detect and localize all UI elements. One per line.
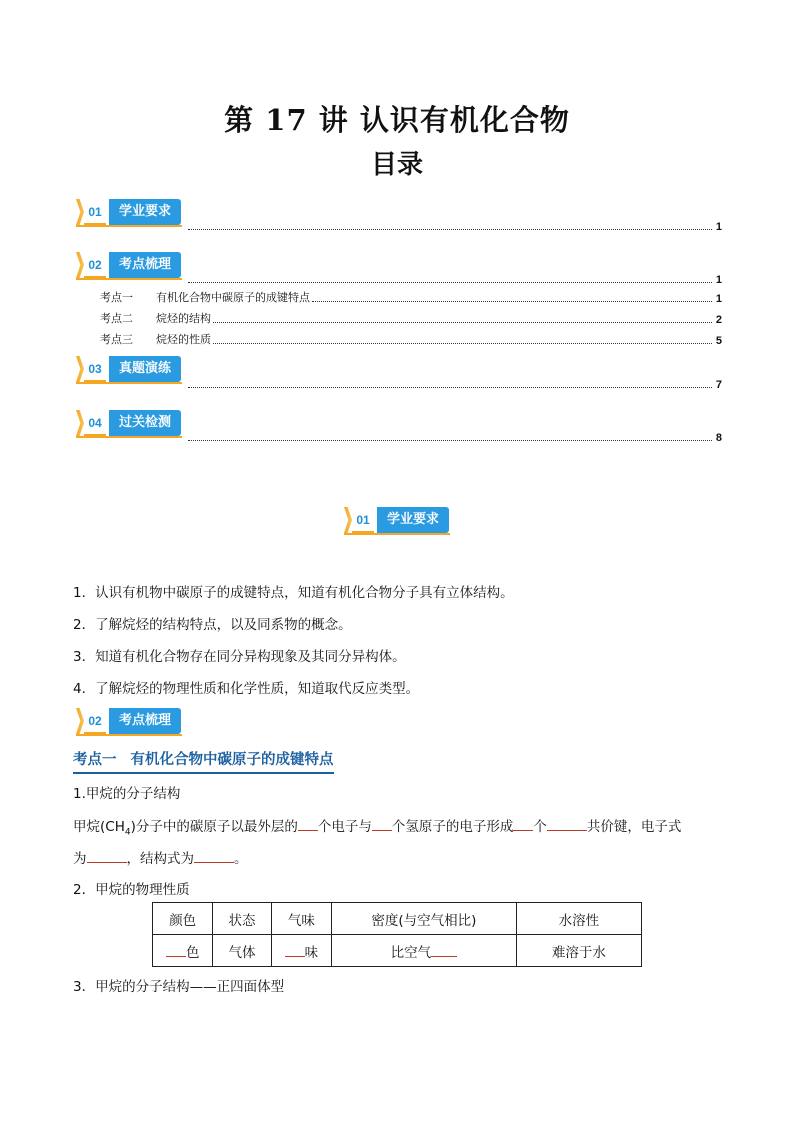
table-cell: 味 xyxy=(271,935,331,967)
answer-blank[interactable] xyxy=(194,848,234,863)
toc-entry[interactable] xyxy=(186,377,722,391)
subsection-title: 1.甲烷的分子结构 xyxy=(73,786,181,802)
table-header-row xyxy=(153,903,642,935)
answer-blank[interactable] xyxy=(87,848,127,863)
toc-page-number: 1 xyxy=(715,293,722,305)
chevron-icon xyxy=(344,507,352,533)
section-number: 01 xyxy=(84,201,106,225)
toc-sub-entry[interactable] xyxy=(100,291,722,305)
answer-blank[interactable] xyxy=(547,816,587,831)
requirement-item: 3．知道有机化合物存在同分异构现象及其同分异构体。 xyxy=(73,649,406,665)
chevron-icon xyxy=(76,410,84,436)
toc-entry[interactable] xyxy=(186,219,722,233)
badge-underline xyxy=(76,734,182,736)
toc-leader xyxy=(188,229,712,230)
table-cell: 气体 xyxy=(213,935,271,967)
answer-blank[interactable] xyxy=(513,816,533,831)
answer-blank[interactable] xyxy=(285,942,305,957)
table-cell: 比空气 xyxy=(332,935,517,967)
badge-underline xyxy=(76,382,182,384)
answer-blank[interactable] xyxy=(372,816,392,831)
chevron-icon xyxy=(76,708,84,734)
section-label: 考点梳理 xyxy=(109,252,181,278)
table-header: 气味 xyxy=(271,903,331,935)
section-label: 真题演练 xyxy=(109,356,181,382)
badge-underline xyxy=(344,533,450,535)
subsection-title: 3．甲烷的分子结构——正四面体型 xyxy=(73,979,285,995)
chevron-icon xyxy=(76,356,84,382)
toc-page-number: 7 xyxy=(715,379,722,391)
fill-in-line: 为 ，结构式为 。 xyxy=(73,847,248,867)
section-number: 04 xyxy=(84,412,106,436)
section-number: 03 xyxy=(84,358,106,382)
table-header: 状态 xyxy=(213,903,271,935)
answer-blank[interactable] xyxy=(166,942,186,957)
key-point-heading: 考点一 有机化合物中碳原子的成键特点 xyxy=(73,748,334,774)
toc-page-number: 8 xyxy=(715,432,722,444)
toc-leader xyxy=(188,440,712,441)
toc-page-number: 5 xyxy=(715,335,722,347)
toc-sub-entry[interactable] xyxy=(100,312,722,326)
toc-leader xyxy=(188,282,712,283)
chevron-icon xyxy=(76,199,84,225)
section-number: 02 xyxy=(84,254,106,278)
badge-underline xyxy=(76,278,182,280)
badge-underline xyxy=(76,436,182,438)
toc-leader xyxy=(213,322,712,323)
requirement-item: 4．了解烷烃的物理性质和化学性质，知道取代反应类型。 xyxy=(73,681,420,697)
table-cell: 色 xyxy=(153,935,213,967)
section-number: 01 xyxy=(352,509,374,533)
requirement-item: 2．了解烷烃的结构特点，以及同系物的概念。 xyxy=(73,617,352,633)
toc-page-number: 1 xyxy=(715,221,722,233)
section-label: 学业要求 xyxy=(377,507,449,533)
fill-in-line: 甲烷$(CH_4)$分子中的碳原子以最外层的 个电子与 个氢原子的电子形成 个 共价键，电子式 xyxy=(73,815,681,838)
toc-leader xyxy=(312,301,712,302)
requirement-item: 1．认识有机物中碳原子的成键特点，知道有机化合物分子具有立体结构。 xyxy=(73,585,514,601)
section-number: 02 xyxy=(84,710,106,734)
table-header: 颜色 xyxy=(153,903,213,935)
methane-properties-table xyxy=(152,902,642,967)
toc-entry[interactable] xyxy=(186,430,722,444)
subsection-title: 2．甲烷的物理性质 xyxy=(73,882,190,898)
toc-sub-label: 考点二 烷烃的结构 xyxy=(100,313,211,325)
toc-sub-label: 考点一 有机化合物中碳原子的成键特点 xyxy=(100,292,310,304)
toc-leader xyxy=(188,387,712,388)
chevron-icon xyxy=(76,252,84,278)
section-label: 过关检测 xyxy=(109,410,181,436)
table-header: 水溶性 xyxy=(516,903,641,935)
toc-leader xyxy=(213,343,712,344)
toc-title: 目录 xyxy=(370,150,423,180)
toc-page-number: 1 xyxy=(715,274,722,286)
toc-sub-label: 考点三 烷烃的性质 xyxy=(100,334,211,346)
table-cell: 难溶于水 xyxy=(516,935,641,967)
toc-sub-entry[interactable] xyxy=(100,333,722,347)
section-label: 考点梳理 xyxy=(109,708,181,734)
toc-entry[interactable] xyxy=(186,272,722,286)
section-label: 学业要求 xyxy=(109,199,181,225)
document-title: 第 17 讲 认识有机化合物 xyxy=(224,103,570,137)
badge-underline xyxy=(76,225,182,227)
answer-blank[interactable] xyxy=(298,816,318,831)
answer-blank[interactable] xyxy=(431,942,457,957)
table-row xyxy=(153,935,642,967)
toc-page-number: 2 xyxy=(715,314,722,326)
table-header: 密度(与空气相比) xyxy=(332,903,517,935)
